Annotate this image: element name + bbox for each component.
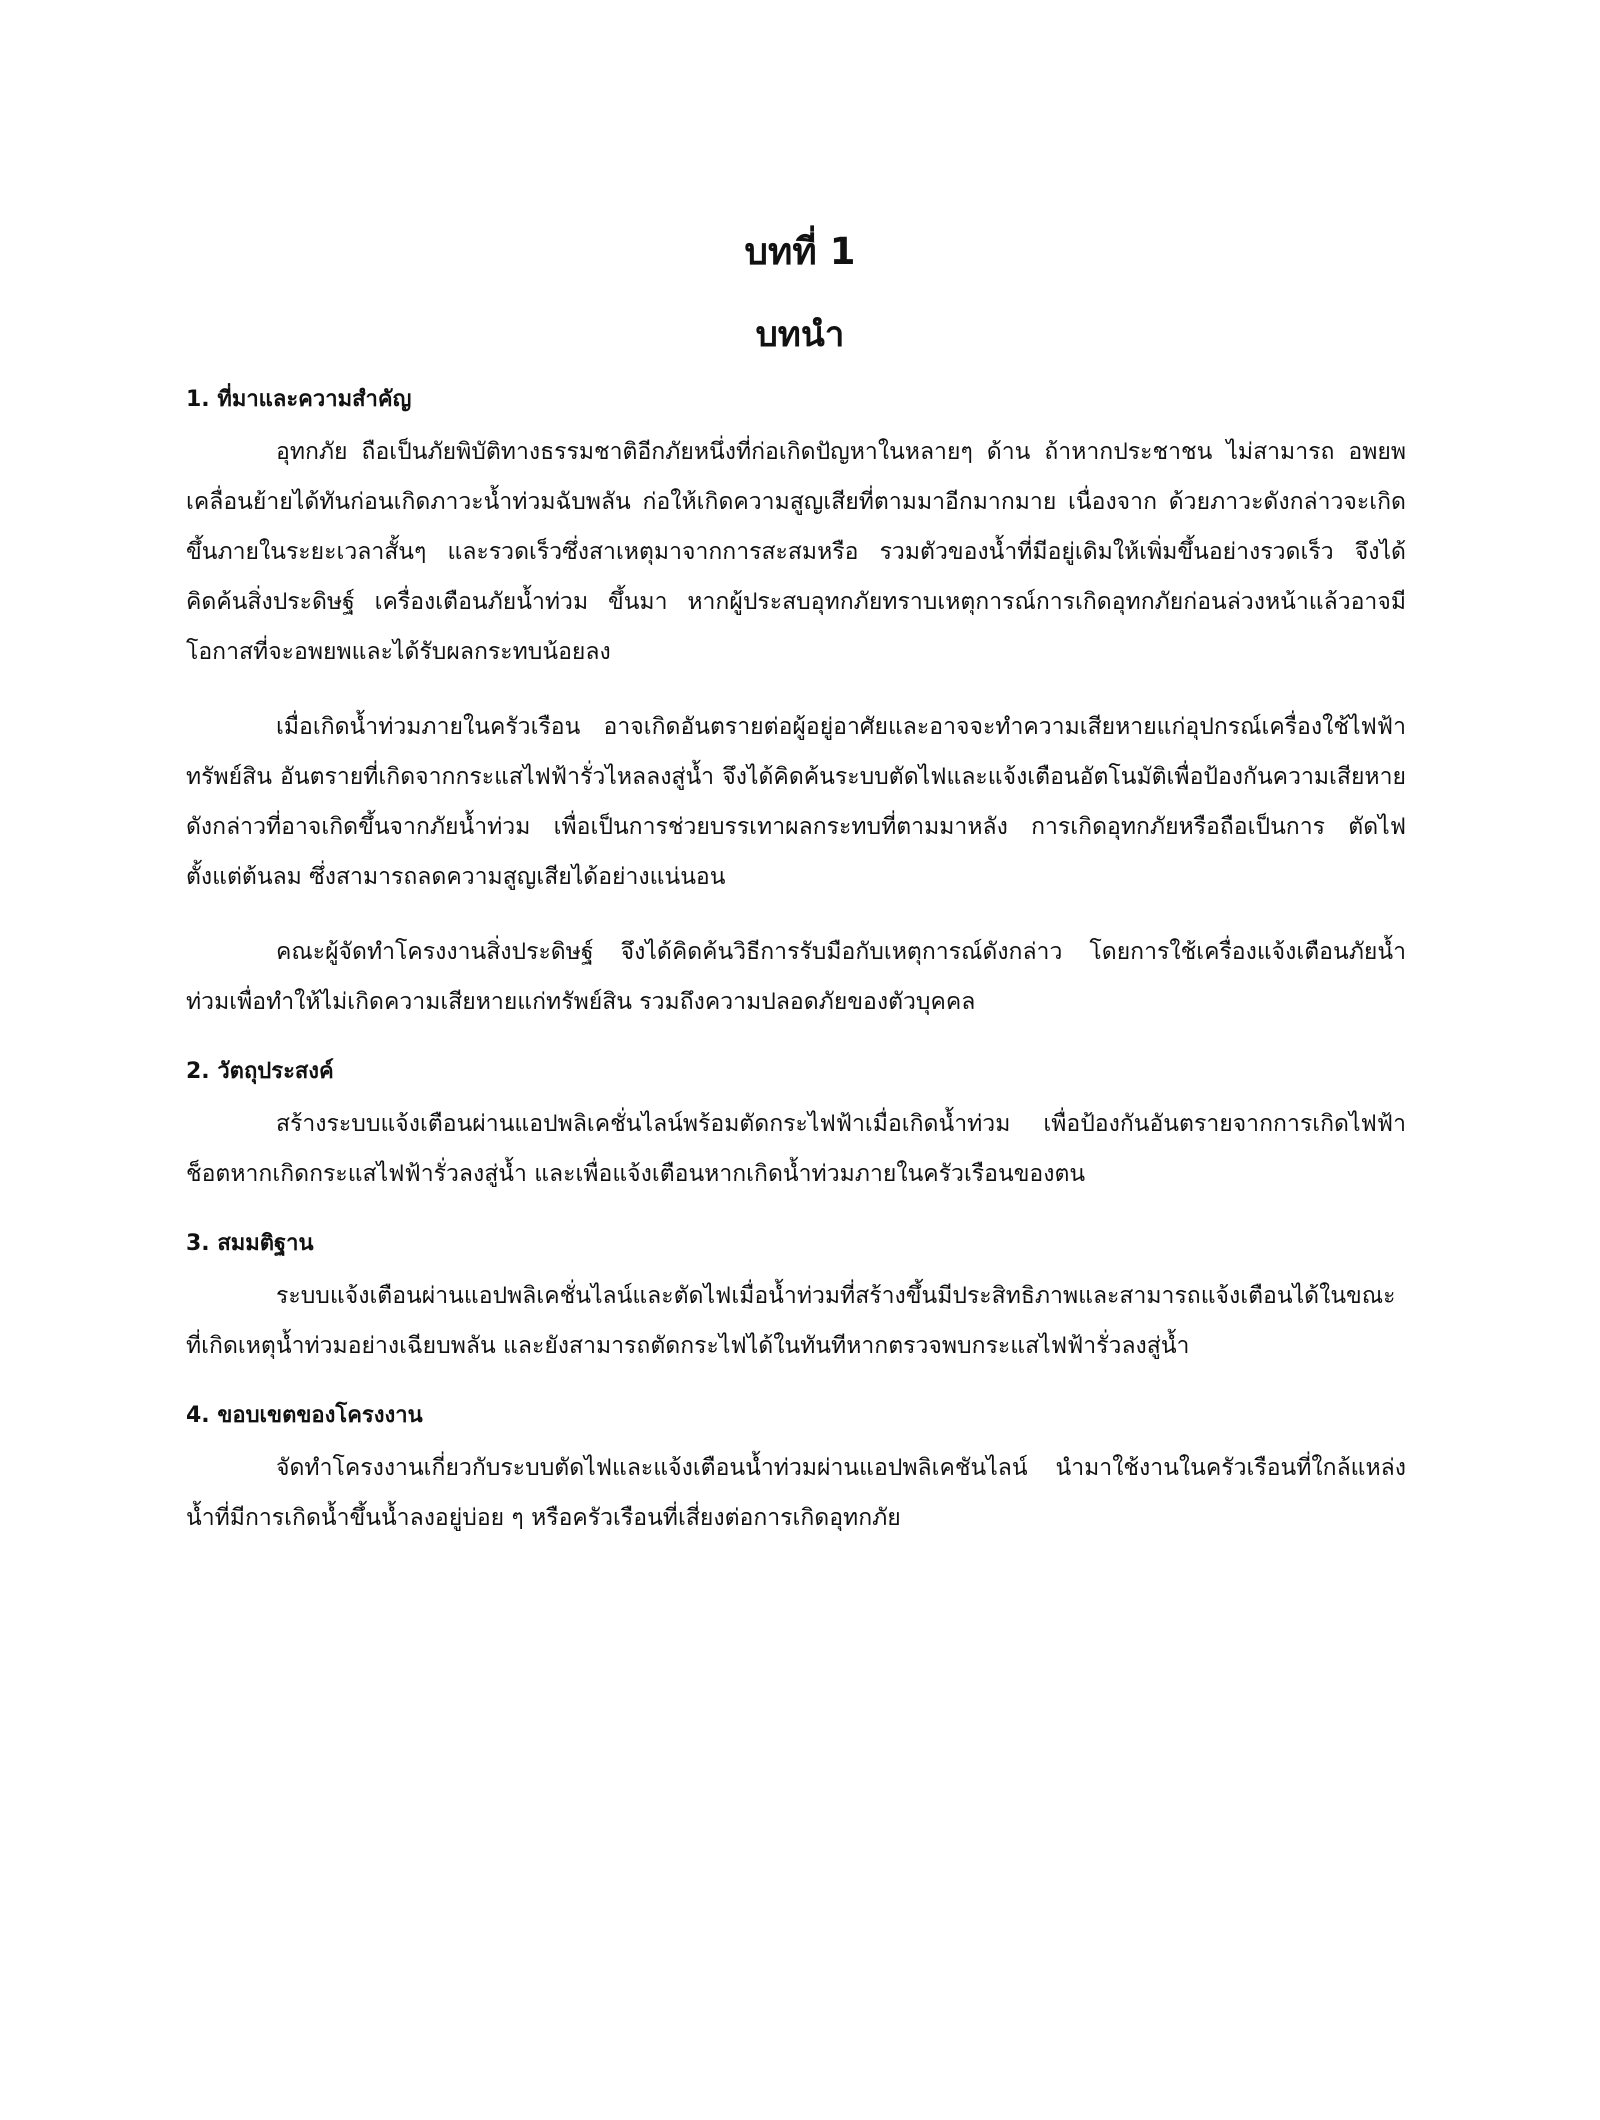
- section-hypothesis: [186, 1227, 1406, 1371]
- chapter-number: บทที่ 1: [744, 230, 856, 273]
- paragraph: สร้างระบบแจ้งเตือนผ่านแอปพลิเคชั่นไลน์พร้อมตัดกระไฟฟ้าเมื่อเกิดน้ำท่วม เพื่อป้องกันอันตรายจากการเกิดไฟฟ้าช็อตหากเกิดกระแสไฟฟ้ารั่วลงสู่น้ำ และเพื่อแจ้งเตือนหากเกิดน้ำท่วมภายในครัวเรือนของตน: [186, 1111, 1406, 1187]
- section-objectives: [186, 1055, 1406, 1199]
- section-heading: 3. สมมติฐาน: [186, 1231, 314, 1256]
- section-heading: 1. ที่มาและความสำคัญ: [186, 387, 412, 412]
- section-heading: 2. วัตถุประสงค์: [186, 1059, 334, 1084]
- paragraph: ระบบแจ้งเตือนผ่านแอปพลิเคชั่นไลน์และตัดไฟเมื่อน้ำท่วมที่สร้างขึ้นมีประสิทธิภาพและสามารถแจ้งเตือนได้ในขณะที่เกิดเหตุน้ำท่วมอย่างเฉียบพลัน และยังสามารถตัดกระไฟได้ในทันทีหากตรวจพบกระแสไฟฟ้ารั่วลงสู่น้ำ: [186, 1283, 1396, 1359]
- chapter-title: บทนำ: [755, 315, 845, 355]
- paragraph: เมื่อเกิดน้ำท่วมภายในครัวเรือน อาจเกิดอันตรายต่อผู้อยู่อาศัยและอาจจะทำความเสียหายแก่อุปกรณ์เครื่องใช้ไฟฟ้า ทรัพย์สิน อันตรายที่เกิดจากกระแสไฟฟ้ารั่วไหลลงสู่น้ำ จึงได้คิดค้นระบบตัดไฟและแจ้งเตือนอัตโนมัติเพื่อป้องกันความเสียหายดังกล่าวที่อาจเกิดขึ้นจากภัยน้ำท่วม เพื่อเป็นการช่วยบรรเทาผลกระทบที่ตามมาหลัง การเกิดอุทกภัยหรือถือเป็นการ ตัดไฟตั้งแต่ต้นลม ซึ่งสามารถลดความสูญเสียได้อย่างแน่นอน: [186, 714, 1406, 890]
- section-scope: [186, 1399, 1406, 1543]
- section-background: [186, 383, 1406, 1027]
- document-body: [186, 383, 1406, 1543]
- paragraph: อุทกภัย ถือเป็นภัยพิบัติทางธรรมชาติอีกภัยหนึ่งที่ก่อเกิดปัญหาในหลายๆ ด้าน ถ้าหากประชาชน ไม่สามารถ อพยพเคลื่อนย้ายได้ทันก่อนเกิดภาวะน้ำท่วมฉับพลัน ก่อให้เกิดความสูญเสียที่ตามมาอีกมากมาย เนื่องจาก ด้วยภาวะดังกล่าวจะเกิดขึ้นภายในระยะเวลาสั้นๆ และรวดเร็วซึ่งสาเหตุมาจากการสะสมหรือ รวมตัวของน้ำที่มีอยู่เดิมให้เพิ่มขึ้นอย่างรวดเร็ว จึงได้คิดค้นสิ่งประดิษฐ์ เครื่องเตือนภัยน้ำท่วม ขึ้นมา หากผู้ประสบอุทกภัยทราบเหตุการณ์การเกิดอุทกภัยก่อนล่วงหน้าแล้วอาจมีโอกาสที่จะอพยพและได้รับผลกระทบน้อยลง: [186, 439, 1406, 665]
- section-heading: 4. ขอบเขตของโครงงาน: [186, 1403, 423, 1428]
- paragraph: คณะผู้จัดทำโครงงานสิ่งประดิษฐ์ จึงได้คิดค้นวิธีการรับมือกับเหตุการณ์ดังกล่าว โดยการใช้เครื่องแจ้งเตือนภัยน้ำท่วมเพื่อทำให้ไม่เกิดความเสียหายแก่ทรัพย์สิน รวมถึงความปลอดภัยของตัวบุคคล: [186, 939, 1406, 1015]
- paragraph: จัดทำโครงงานเกี่ยวกับระบบตัดไฟและแจ้งเตือนน้ำท่วมผ่านแอปพลิเคชันไลน์ นำมาใช้งานในครัวเรือนที่ใกล้แหล่งน้ำที่มีการเกิดน้ำขึ้นน้ำลงอยู่บ่อย ๆ หรือครัวเรือนที่เสี่ยงต่อการเกิดอุทกภัย: [186, 1455, 1406, 1531]
